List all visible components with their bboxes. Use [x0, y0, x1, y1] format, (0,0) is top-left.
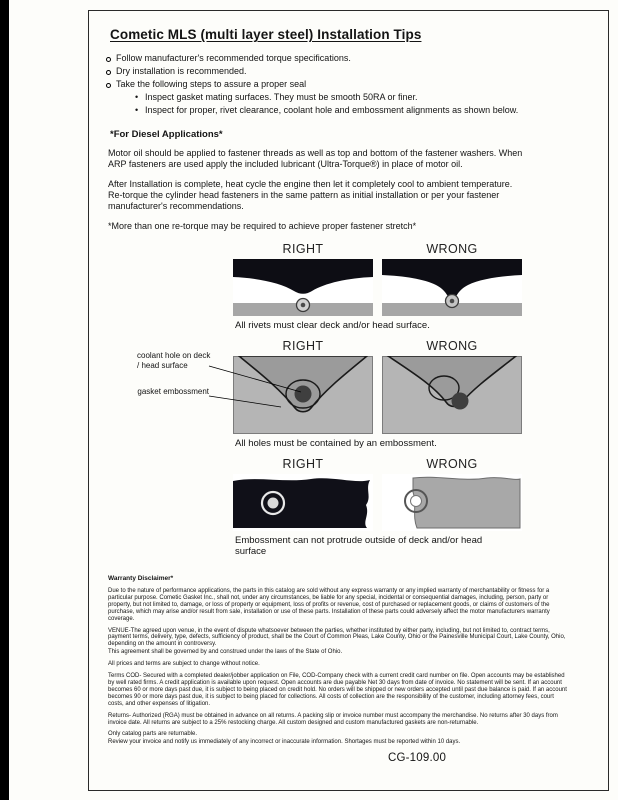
protrusion-caption: Embossment can not protrude outside of deck and/or head surface: [235, 535, 483, 557]
tip-item-text: Dry installation is recommended.: [116, 66, 247, 76]
embossment-caption: All holes must be contained by an embossment.: [235, 438, 437, 449]
tip-sublist: [135, 91, 594, 117]
retorque-note: *More than one re-torque may be required to achieve proper fastener stretch*: [108, 221, 417, 231]
protrusion-wrong-diagram: [382, 474, 522, 531]
embossment-right-diagram: [233, 356, 373, 434]
diagram-row1-headers: [233, 242, 522, 256]
right-label: RIGHT: [282, 339, 324, 353]
rivet-wrong-diagram: [382, 259, 522, 316]
tip-subitem-text: Inspect for proper, rivet clearance, coolant hole and embossment alignments as shown below.: [145, 105, 519, 115]
wrong-label: WRONG: [426, 339, 478, 353]
diesel-paragraph-2: After Installation is complete, heat cycle the engine then let it completely cool to ambient temperature. Re-torque the cylinder head fasteners in the same pattern as initial installation or per your fastener manufacturer's recommendations.: [108, 179, 513, 211]
embossment-wrong-diagram: [382, 356, 522, 434]
tip-item: [105, 65, 594, 78]
warranty-paragraph: Only catalog parts are returnable.: [108, 731, 198, 738]
coolant-hole-icon: [295, 386, 312, 403]
catalog-page: [88, 10, 609, 791]
rivet-right-diagram: [233, 259, 373, 316]
warranty-paragraph: VENUE-The agreed upon venue, in the event of dispute whatsoever between the parties, whether instituted by either party, including, but not limited to, contract terms, payment terms, delivery, type, defects, sufficiency of product, shall be the Court of Common Pleas, Lake County, Ohio or the Painesville Municipal Court, Lake County, Ohio, depending on the amount in controversy.: [108, 627, 566, 648]
installation-tips-list: [105, 52, 594, 117]
warranty-heading: Warranty Disclaimer*: [108, 575, 174, 582]
diagram-row3-headers: [233, 457, 522, 471]
gasket-diagrams: [137, 242, 522, 557]
tip-subitem: [135, 91, 594, 104]
diesel-heading: *For Diesel Applications*: [110, 129, 223, 140]
tip-subitem-text: Inspect gasket mating surfaces. They must be smooth 50RA or finer.: [145, 92, 418, 102]
hole-icon: [268, 498, 279, 509]
diesel-paragraph-1: Motor oil should be applied to fastener threads as well as top and bottom of the fastener washers. When ARP fasteners are used apply the included lubricant (Ultra-Torque®) in place of motor oil.: [108, 148, 523, 169]
diesel-applications-section: [108, 129, 528, 232]
warranty-paragraph: Due to the nature of performance applications, the parts in this catalog are sold without any express warranty or any implied warranty of merchantability or fitness for a particular purpose. Cometic Gasket Inc., shall not, under any circumstances, be liable for any special, incidental or consequential damages, including, person, party or property, but not limited to, damage, or loss of property or equipment, loss of profits or revenue, cost of purchased or replacement goods, or claims of customers of the purchase, which may arise and/or result from sale, installation or use of these parts. Installation of these parts could adversely affect the motor manufacturers warranty coverage.: [108, 588, 550, 622]
rivet-diagrams: [233, 259, 522, 316]
rivet-caption: All rivets must clear deck and/or head surface.: [235, 320, 430, 331]
page-title: Cometic MLS (multi layer steel) Installation Tips: [110, 27, 422, 42]
wrong-label: WRONG: [426, 242, 478, 256]
warranty-paragraph: Review your invoice and notify us immediately of any incorrect or inaccurate information. Shortages must be reported within 10 days.: [108, 739, 461, 746]
protrusion-diagrams: [233, 474, 522, 531]
tip-item: [105, 52, 594, 65]
wrong-label: WRONG: [426, 457, 478, 471]
page-edge-binding-bar: [0, 0, 9, 800]
warranty-paragraph: This agreement shall be governed by and construed under the laws of the State of Ohio.: [108, 649, 343, 656]
tip-item-text: Follow manufacturer's recommended torque specifications.: [116, 53, 351, 63]
coolant-hole-icon: [452, 393, 469, 410]
hole-icon: [411, 496, 422, 507]
warranty-paragraph: Returns- Authorized (RGA) must be obtained in advance on all returns. A packing slip or invoice number must accompany the merchandise. No returns after 30 days from invoice date. All returns are subject to a 25% restocking charge. All custom designed and custom manufactured gaskets are non-returnable.: [108, 712, 558, 726]
right-label: RIGHT: [282, 242, 324, 256]
tip-item-text: Take the following steps to assure a proper seal: [116, 79, 307, 89]
warranty-paragraph: All prices and terms are subject to change without notice.: [108, 661, 260, 668]
tip-subitem: [135, 104, 594, 117]
right-label: RIGHT: [282, 457, 324, 471]
gasket-embossment-callout: gasket embossment: [137, 387, 209, 396]
warranty-disclaimer-section: [108, 575, 570, 746]
tip-item: [105, 78, 594, 117]
catalog-code: CG-109.00: [388, 752, 447, 764]
warranty-paragraph: Terms COD- Secured with a completed dealer/jobber application on File, COD-Company check with a current credit card number on file. Open accounts may be established by well rated firms. A credit application is available upon request. Open accounts are due payable Net 30 days from date of invoice. No statement will be sent. If an account becomes 60 or more days past due, it is subject to being placed on credit hold. No orders will be shipped or new orders accepted until past due balance is paid. If an account becomes 90 or more days past due, it is subject to being placed for collections. All costs of collection are the responsibility of the customer, including attorney fees, court costs, and other expenses of litigation.: [108, 673, 567, 707]
diagram-row2-headers: [233, 339, 522, 353]
coolant-hole-callout: coolant hole on deck / head surface: [137, 351, 211, 370]
protrusion-right-diagram: [233, 474, 373, 531]
embossment-diagrams: [137, 351, 522, 434]
